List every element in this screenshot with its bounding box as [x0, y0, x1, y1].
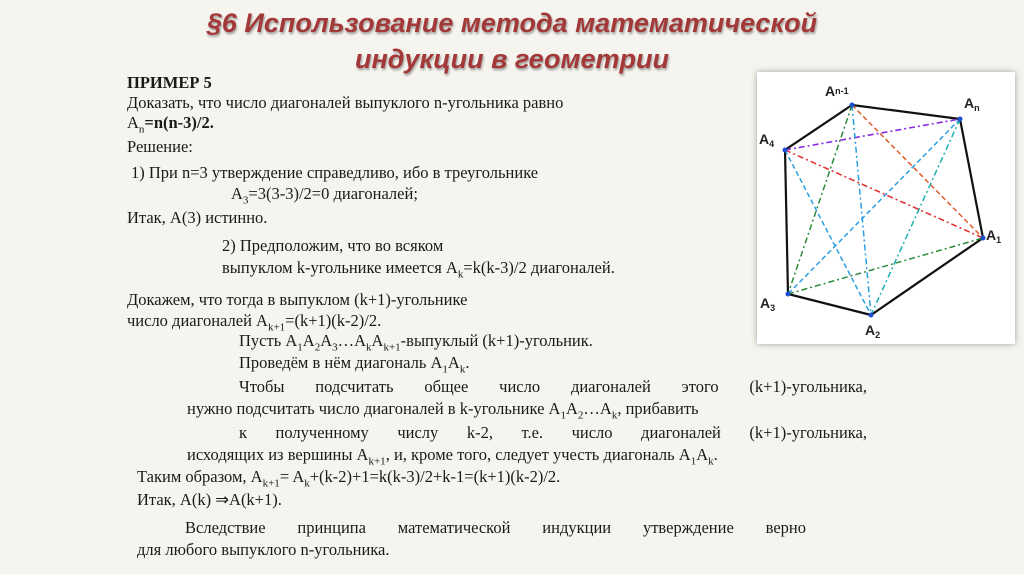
- final-line-2: для любого выпуклого n-угольника.: [137, 540, 390, 559]
- step-1-formula: $A_3=3(3-3)/2=0$ диагоналей;: [231, 184, 418, 207]
- let-polygon: Пусть $A_1A_2A_3\dots A_kA_{k+1}$-выпуклый (k+1)-угольник.: [239, 331, 593, 354]
- thus-line-1: Таким образом, $A_{k+1}= A_k+(k-2)+1=k(k-3)/2+k-1=(k+1)(k-2)/2$.: [137, 467, 561, 490]
- prove-line-2: число диагоналей $A_{k+1}=(k+1)(k-2)/2$.: [127, 311, 382, 334]
- vertex-a1: [981, 236, 986, 241]
- title-line-1: §6 Использование метода математической: [206, 8, 818, 38]
- vertex-a2: [869, 313, 874, 318]
- label-a4: $A_4$: [759, 131, 775, 149]
- thus-line-2: Итак, A(k) ⇒A(k+1).: [137, 490, 282, 509]
- polygon-diagram: [757, 72, 1015, 344]
- step-2-line-1: 2) Предположим, что во всяком: [222, 236, 444, 255]
- count-line-4: исходящих из вершины $A_{k+1}$, и, кроме того, следует учесть диагональ $A_1A_k$.: [187, 445, 718, 468]
- formula-an: $A_n=n(n-3)/2$.: [127, 113, 214, 136]
- label-a1: $A_1$: [986, 227, 1002, 245]
- label-a2: $A_2$: [865, 322, 881, 340]
- vertex-an1: [850, 103, 855, 108]
- title-line-2: индукции в геометрии: [355, 44, 669, 74]
- diagonal-a3-a1: [788, 238, 983, 294]
- vertex-a4: [783, 148, 788, 153]
- vertex-an: [958, 117, 963, 122]
- diagonal-a4-an: [785, 119, 960, 150]
- solution-label: Решение:: [127, 137, 193, 156]
- diagonal-an1-a2: [852, 105, 871, 315]
- vertex-a3: [786, 292, 791, 297]
- example-heading: ПРИМЕР 5: [127, 73, 212, 92]
- label-an: $A_n$: [964, 95, 980, 113]
- prove-line-1: Докажем, что тогда в выпуклом (k+1)-угольнике: [127, 290, 468, 309]
- count-line-3: к полученному числу k-2, т.е. число диагоналей (k+1)-угольника,: [239, 423, 867, 442]
- label-an1: An-1: [825, 83, 849, 99]
- label-a3: $A_3$: [760, 295, 776, 313]
- diagonal-a4-a1: [785, 150, 983, 238]
- count-line-2: нужно подсчитать число диагоналей в k-угольнике $A_1A_2\dots A_k$, прибавить: [187, 399, 699, 422]
- step-1: 1) При n=3 утверждение справедливо, ибо в треугольнике: [131, 163, 539, 182]
- diagonal-an1-a3: [788, 105, 852, 294]
- statement: Доказать, что число диагоналей выпуклого n-угольника равно: [127, 93, 564, 112]
- polygon-figure: [757, 72, 1015, 344]
- draw-diagonal: Проведём в нём диагональ $A_1A_k$.: [239, 353, 470, 376]
- step-2-line-2: выпуклом k-угольнике имеется $A_k=k(k-3)/2$ диагоналей.: [222, 258, 615, 281]
- diagonal-an1-a1: [852, 105, 983, 238]
- final-line-1: Вследствие принципа математической индукции утверждение верно: [185, 518, 806, 537]
- conclusion-1: Итак, А(3) истинно.: [127, 208, 268, 227]
- count-line-1: Чтобы подсчитать общее число диагоналей этого (k+1)-угольника,: [239, 377, 867, 396]
